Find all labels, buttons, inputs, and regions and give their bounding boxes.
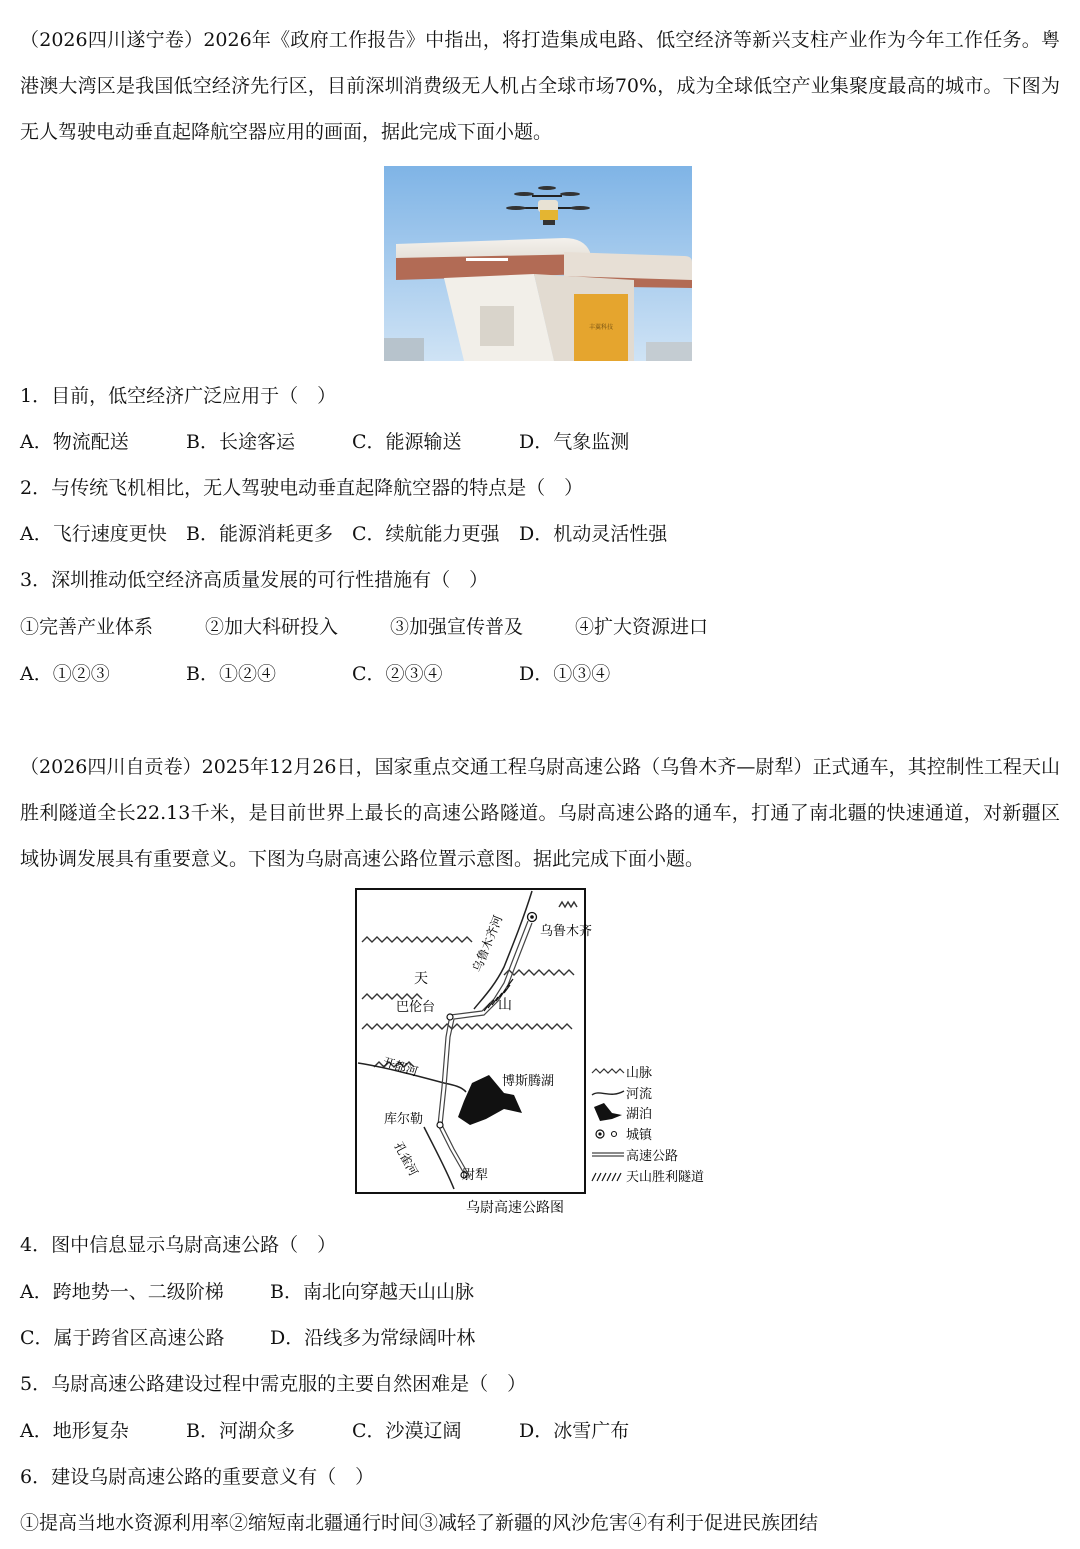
q3-statement-2: ②加大科研投入 bbox=[205, 616, 339, 638]
legend-tunnel: 天山胜利隧道 bbox=[626, 1170, 705, 1185]
q4-option-c[interactable]: C．属于跨省区高速公路 bbox=[20, 1327, 225, 1349]
legend-mountain: 山脉 bbox=[626, 1066, 653, 1081]
q3-option-b[interactable]: B．①②④ bbox=[186, 663, 276, 685]
q5-option-a[interactable]: A．地形复杂 bbox=[20, 1420, 129, 1442]
q2-option-c[interactable]: C．续航能力更强 bbox=[352, 523, 500, 545]
q1-option-d[interactable]: D．气象监测 bbox=[519, 431, 630, 453]
q3-statement-3: ③加强宣传普及 bbox=[390, 616, 524, 638]
q2-option-b[interactable]: B．能源消耗更多 bbox=[186, 523, 333, 545]
q1-option-b[interactable]: B．长途客运 bbox=[186, 431, 295, 453]
question-4-stem: 4．图中信息显示乌尉高速公路（ ） bbox=[20, 1234, 337, 1256]
q3-option-c[interactable]: C．②③④ bbox=[352, 663, 443, 685]
passage-1: （2026四川遂宁卷）2026年《政府工作报告》中指出，将打造集成电路、低空经济等新兴支柱产业作为今年工作任务。粤港澳大湾区是我国低空经济先行区，目前深圳消费级无人机占全球市场70%，成为全球低空产业集聚度最高的城市。下图为无人驾驶电动垂直起降航空器应用的画面，据此完成下面小题。 bbox=[20, 29, 1060, 143]
q3-option-a[interactable]: A．①②③ bbox=[20, 663, 110, 685]
legend-town: 城镇 bbox=[626, 1128, 653, 1143]
q4-option-b[interactable]: B．南北向穿越天山山脉 bbox=[270, 1281, 474, 1303]
label-yuli: 尉犁 bbox=[462, 1168, 489, 1183]
label-shan: 山 bbox=[498, 997, 512, 1013]
balguntay-town-icon bbox=[447, 1014, 453, 1020]
q6-statements: ①提高当地水资源利用率②缩短南北疆通行时间③减轻了新疆的风沙危害④有利于促进民族团结 bbox=[20, 1512, 819, 1534]
label-bosten-lake: 博斯腾湖 bbox=[502, 1074, 555, 1089]
q4-option-a[interactable]: A．跨地势一、二级阶梯 bbox=[20, 1281, 224, 1303]
label-balguntay: 巴伦台 bbox=[396, 1000, 436, 1015]
question-3-stem: 3．深圳推动低空经济高质量发展的可行性措施有（ ） bbox=[20, 569, 489, 591]
q2-option-a[interactable]: A．飞行速度更快 bbox=[20, 523, 167, 545]
korla-town-icon bbox=[437, 1122, 443, 1128]
legend-highway: 高速公路 bbox=[626, 1149, 679, 1164]
map-legend bbox=[592, 1066, 704, 1185]
q1-option-c[interactable]: C．能源输送 bbox=[352, 431, 462, 453]
label-kongque-river: 孔雀河 bbox=[391, 1139, 421, 1179]
legend-tunnel-icon bbox=[592, 1173, 621, 1181]
passage-2: （2026四川自贡卷）2025年12月26日，国家重点交通工程乌尉高速公路（乌鲁木齐—尉犁）正式通车，其控制性工程天山胜利隧道全长22.13千米，是目前世界上最长的高速公路隧道。乌尉高速公路的通车，打通了南北疆的快速通道，对新疆区域协调发展具有重要意义。下图为乌尉高速公路位置示意图。据此完成下面小题。 bbox=[20, 756, 1060, 870]
drone-photo bbox=[384, 166, 692, 361]
q3-statement-4: ④扩大资源进口 bbox=[575, 616, 709, 638]
label-urumqi-river: 乌鲁木齐河 bbox=[469, 913, 506, 975]
highway-map bbox=[354, 887, 724, 1217]
question-2-stem: 2．与传统飞机相比，无人驾驶电动垂直起降航空器的特点是（ ） bbox=[20, 477, 584, 499]
q5-option-c[interactable]: C．沙漠辽阔 bbox=[352, 1420, 462, 1442]
question-1-stem: 1．目前，低空经济广泛应用于（ ） bbox=[20, 385, 337, 407]
q2-option-d[interactable]: D．机动灵活性强 bbox=[519, 523, 668, 545]
question-5-stem: 5．乌尉高速公路建设过程中需克服的主要自然困难是（ ） bbox=[20, 1373, 527, 1395]
legend-mountain-icon bbox=[592, 1069, 624, 1073]
label-tian: 天 bbox=[414, 971, 428, 987]
legend-river-icon bbox=[592, 1091, 624, 1095]
label-kaidu-river: 开都河 bbox=[381, 1054, 420, 1079]
legend-river: 河流 bbox=[626, 1087, 653, 1102]
q4-option-d[interactable]: D．沿线多为常绿阔叶林 bbox=[270, 1327, 476, 1349]
map-caption: 乌尉高速公路图 bbox=[466, 1200, 564, 1216]
legend-lake-icon bbox=[594, 1103, 622, 1121]
q1-option-a[interactable]: A．物流配送 bbox=[20, 431, 129, 453]
legend-lake: 湖泊 bbox=[626, 1107, 653, 1122]
question-6-stem: 6．建设乌尉高速公路的重要意义有（ ） bbox=[20, 1466, 375, 1488]
q3-option-d[interactable]: D．①③④ bbox=[519, 663, 611, 685]
label-korla: 库尔勒 bbox=[384, 1112, 424, 1127]
label-urumqi: 乌鲁木齐 bbox=[540, 924, 593, 939]
q5-option-b[interactable]: B．河湖众多 bbox=[186, 1420, 295, 1442]
station-sign-text: 丰翼科技 bbox=[588, 324, 614, 331]
q5-option-d[interactable]: D．冰雪广布 bbox=[519, 1420, 630, 1442]
q3-statement-1: ①完善产业体系 bbox=[20, 616, 154, 638]
